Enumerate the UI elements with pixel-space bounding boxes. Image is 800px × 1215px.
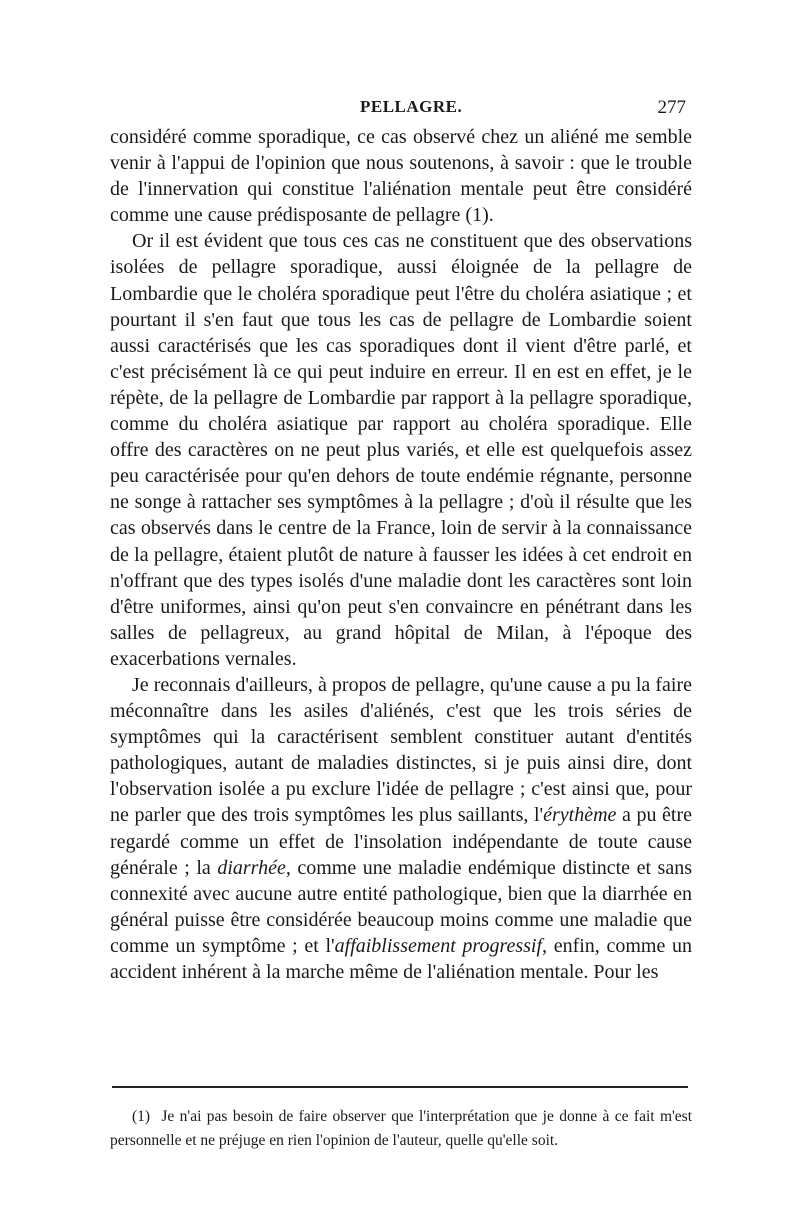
paragraph-3	[110, 672, 692, 985]
page-number: 277	[657, 97, 686, 118]
footnote-divider	[112, 1086, 688, 1088]
paragraph-3-text-b: a pu être regardé comme un effet de l'insolation indépendante de toute cause générale ; la	[110, 804, 692, 879]
footnote-marker: (1)	[132, 1108, 151, 1125]
paragraph-3-text-c: comme une maladie endémique distincte et sans connexité avec aucune autre entité pathologique, bien que la diarrhée en général puisse être considérée beaucoup moins comme une maladie que comme un symptôme ; et l'	[110, 856, 693, 957]
paragraph-1: considéré comme sporadique, ce cas observé chez un aliéné me semble venir à l'appui de l'opinion que nous soutenons, à savoir : que le trouble de l'innervation qui constitue l'aliénation mentale peut être considéré comme une cause prédisposante de pellagre (1).	[110, 126, 692, 227]
footnote-text: Je n'ai pas besoin de faire observer que l'interprétation que je donne à ce fait m'est personnelle et ne préjuge en rien l'opinion de l'auteur, quelle qu'elle soit.	[110, 1108, 693, 1149]
paragraph-2: Or il est évident que tous ces cas ne constituent que des observations isolées de pellagre sporadique, aussi éloignée de la pellagre de Lombardie que le choléra sporadique peut l'être du choléra asiatique ; et pourtant il s'en faut que tous les cas de pellagre de Lombardie soient aussi caractérisés que les cas sporadiques dont il vient d'être parlé, et c'est précisément là ce qui peut induire en erreur. Il en est en effet, je le répète, de la pellagre de Lombardie par rapport à la pellagre sporadique, comme du choléra asiatique par rapport au choléra sporadique. Elle offre des caractères on ne peut plus variés, et elle est quelquefois assez peu caractérisée pour qu'en dehors de toute endémie régnante, personne ne songe à rattacher ses symptômes à la pellagre ; d'où il résulte que les cas observés dans le centre de la France, loin de servir à la connaissance de la pellagre, étaient plutôt de nature à fausser les idées à cet endroit en n'offrant que des types isolés d'une maladie dont les caractères sont loin d'être uniformes, ainsi qu'on peut s'en convaincre en pénétrant dans les salles de pellagreux, au grand hôpital de Milan, à l'époque des exacerbations vernales.	[110, 230, 692, 670]
paragraph-3-text-a: Je reconnais d'ailleurs, à propos de pellagre, qu'une cause a pu la faire méconnaître dans les asiles d'aliénés, c'est que les trois séries de symptômes qui la caractérisent semblent constituer autant d'entités pathologiques, autant de maladies distinctes, si je puis ainsi dire, dont l'observation isolée a pu exclure l'idée de pellagre ; c'est ainsi que, pour ne parler que des trois symptômes les plus saillants, l'	[110, 673, 692, 827]
term-erytheme: érythème	[543, 804, 617, 827]
paragraph-3-text-d: enfin, comme un accident inhérent à la marche même de l'aliénation mentale. Pour les	[110, 934, 692, 983]
term-diarrhee: diarrhée,	[217, 856, 291, 879]
body-text	[110, 124, 692, 985]
running-head: PELLAGRE.	[360, 97, 463, 116]
term-affaiblissement: affaiblissement progressif,	[334, 934, 548, 957]
page-header	[110, 97, 686, 123]
footnote	[110, 1105, 692, 1153]
